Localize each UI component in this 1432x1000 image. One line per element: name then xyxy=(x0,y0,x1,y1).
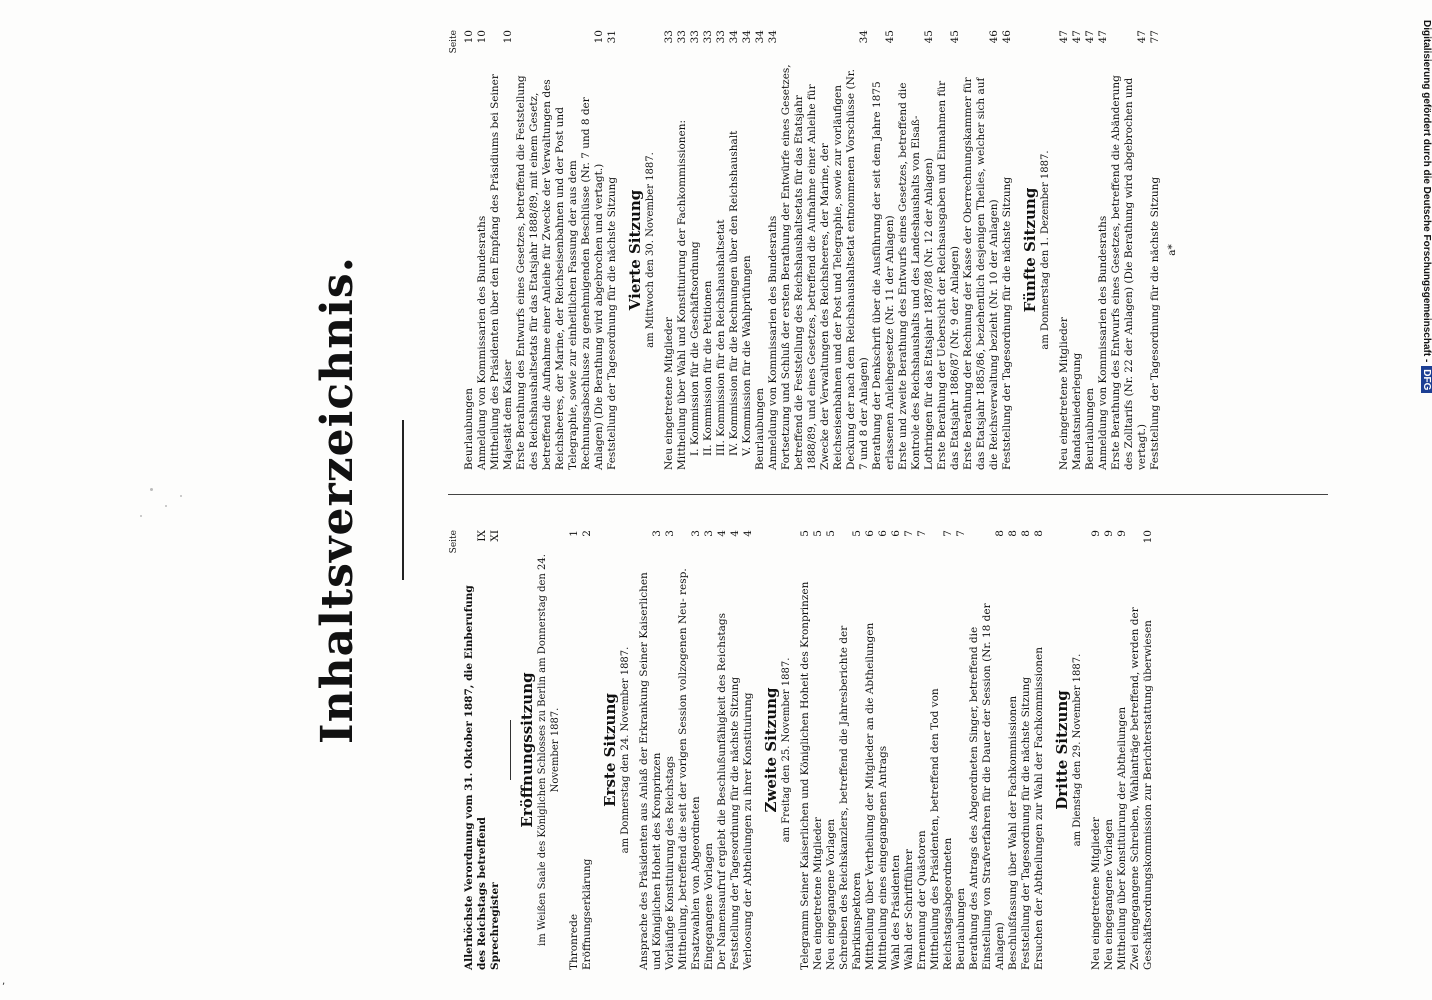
scan-speck xyxy=(180,495,182,497)
toc-entry-text: IV. Kommission für die Rechnungen über den Reichshaushalt xyxy=(728,130,740,456)
toc-entry-page: 7 xyxy=(903,530,915,537)
toc-entry-page: 33 xyxy=(676,30,688,44)
toc-entry-text: Ersuchen der Abtheilungen zur Wahl der Fachkommissionen xyxy=(1033,646,1045,970)
toc-entry xyxy=(606,30,619,470)
seite-label: Seite xyxy=(449,30,459,54)
toc-entry-page: 10 xyxy=(463,30,475,44)
toc-entry-page: 4 xyxy=(729,530,741,537)
toc-entry-text: Allerhöchste Verordnung vom 31. Oktober 1887, die Einberufung des Reichstags betreffend xyxy=(463,585,488,970)
toc-entry-text: Mittheilung über Vertheilung der Mitglieder an die Abtheilungen xyxy=(864,622,876,970)
toc-entry xyxy=(568,530,581,970)
toc-entry-text: Ansprache des Präsidenten aus Anlaß der Erkrankung Seiner Kaiserlichen und Königlichen Hoheit des Kronprinzen xyxy=(638,572,663,970)
toc-entry xyxy=(903,530,916,970)
toc-entry-page: 5 xyxy=(825,530,837,537)
toc-entry-text: Eröffnungserklärung xyxy=(581,858,593,970)
toc-entry-text: Neu eingetretene Mitglieder xyxy=(1058,317,1070,470)
toc-entry-page: 2 xyxy=(581,530,593,537)
toc-entry-text: Verloosung der Abtheilungen zu ihrer Konstituirung xyxy=(742,692,754,970)
toc-entry-page: 77 xyxy=(1149,30,1161,44)
toc-entry xyxy=(741,30,754,470)
toc-entry-page: 46 xyxy=(1001,30,1013,44)
section-title: Erste Sitzung xyxy=(601,693,619,807)
toc-entry xyxy=(715,30,728,470)
toc-left-column xyxy=(448,530,1155,970)
toc-entry-page: 47 xyxy=(1097,30,1109,44)
toc-entry-page: 8 xyxy=(1007,530,1019,537)
toc-entry-text: Sprechregister xyxy=(489,882,501,970)
toc-entry-text: Vorläufige Konstituirung des Reichstags xyxy=(664,756,676,970)
toc-entry xyxy=(825,530,838,970)
toc-entry xyxy=(799,530,812,970)
toc-entry-page: 33 xyxy=(663,30,675,44)
section-title: Vierte Sitzung xyxy=(626,189,644,311)
toc-entry xyxy=(677,530,703,970)
toc-entry-page: 3 xyxy=(690,530,702,537)
toc-entry-page: 6 xyxy=(877,530,889,537)
toc-entry xyxy=(838,530,864,970)
toc-entry xyxy=(476,30,489,470)
toc-entry xyxy=(702,30,715,470)
toc-entry xyxy=(689,30,702,470)
toc-entry-page: 5 xyxy=(851,530,863,537)
toc-entry-text: Feststellung der Tagesordnung für die nächste Sitzung xyxy=(606,176,618,470)
toc-entry-text: Thronrede xyxy=(568,913,580,970)
toc-entry-page: 47 xyxy=(1136,30,1148,44)
toc-entry xyxy=(703,530,716,970)
toc-entry-page: 9 xyxy=(1116,530,1128,537)
toc-entry-page: 7 xyxy=(916,530,928,537)
toc-entry xyxy=(729,530,742,970)
section-divider xyxy=(510,720,511,780)
toc-entry xyxy=(1103,530,1116,970)
toc-entry xyxy=(754,30,767,470)
toc-entry-page: 33 xyxy=(702,30,714,44)
toc-entry-page: 10 xyxy=(1142,530,1154,544)
toc-entry xyxy=(936,30,962,470)
toc-entry-text: Mittheilung eines eingegangenen Antrags xyxy=(877,745,889,970)
toc-entry xyxy=(897,30,936,470)
toc-entry xyxy=(489,30,515,470)
toc-entry-page: 45 xyxy=(923,30,935,44)
section-title: Fünfte Sitzung xyxy=(1021,187,1039,313)
toc-entry-page: 10 xyxy=(476,30,488,44)
toc-entry-text: Anmeldung von Kommissarien des Bundesraths xyxy=(1097,215,1109,470)
toc-entry-text: Erste Berathung des Entwurfs eines Gesetzes, betreffend die Abänderung des Zolltarifs (Nr. 22 der Anlagen) (Die Berathung wird abgebrochen und vertagt.) xyxy=(1110,75,1148,470)
toc-entry-text: Anmeldung von Kommissarien des Bundesraths xyxy=(476,215,488,470)
toc-entry-text: III. Kommission für den Reichshaushaltsetat xyxy=(715,219,727,456)
dfg-logo: DFG xyxy=(1421,366,1432,393)
toc-entry-text: Neu eingetretene Mitglieder xyxy=(663,317,675,470)
toc-entry-page: 3 xyxy=(651,530,663,537)
toc-entry-text: Beurlaubungen xyxy=(463,387,475,470)
toc-entry-page: 10 xyxy=(593,30,605,44)
signature-mark: a* xyxy=(1166,244,1178,256)
toc-entry xyxy=(812,530,825,970)
toc-entry-page: 34 xyxy=(728,30,740,44)
toc-entry-page: IX xyxy=(476,530,488,542)
seite-label: Seite xyxy=(449,530,459,554)
toc-entry-text: Mittheilung über Wahl und Konstituirung der Fachkommissionen: xyxy=(676,119,688,470)
toc-entry-text: Beschlußfassung über Wahl der Fachkommissionen xyxy=(1007,695,1019,970)
toc-entry xyxy=(463,530,489,970)
toc-entry-text: Beurlaubungen xyxy=(1084,387,1096,470)
toc-entry xyxy=(962,30,1001,470)
toc-entry-text: Mittheilung des Präsidenten, betreffend den Tod von Reichstagsabgeordneten xyxy=(929,688,954,970)
toc-entry-text: V. Kommission für die Wahlprüfungen xyxy=(741,255,753,456)
toc-entry-text: Ernennung der Quästoren xyxy=(916,830,928,970)
toc-entry-text: Wahl des Präsidenten xyxy=(890,854,902,970)
toc-entry xyxy=(1071,30,1084,470)
toc-entry-page: 10 xyxy=(502,30,514,44)
toc-entry-page: 3 xyxy=(703,530,715,537)
toc-entry-text: Neu eingegangene Vorlagen xyxy=(825,818,837,970)
toc-entry xyxy=(581,530,594,970)
toc-entry-text: Feststellung der Tagesordnung für die nächste Sitzung xyxy=(729,676,741,970)
toc-entry-page: 1 xyxy=(568,530,580,537)
toc-entry xyxy=(864,530,877,970)
column-divider xyxy=(448,494,1328,495)
toc-entry-text: Erste Berathung des Entwurfs eines Gesetzes, betreffend die Feststellung des Reichshaushaltsetats für das Etatsjahr 1888/89, mit einem Gesetz, betreffend die Aufnahme einer Anleihe für Zwecke der Verwaltungen des Reichsheeres, der Marine, der Reichseisenbahnen und der Post und Telegraphie, sowie zur einheitlichen Fassung der aus dem Rechnungsabschlusse zu genehmigenden Beschlüsse (Nr. 7 und 8 der Anlagen) (Die Berathung wird abgebrochen und vertagt.) xyxy=(515,75,605,470)
toc-entry-page: 5 xyxy=(799,530,811,537)
toc-entry xyxy=(929,530,955,970)
toc-entry-text: Berathung des Antrags des Abgeordneten Singer, betreffend die Einstellung von Strafverfahren für die Dauer der Session (Nr. 18 der Anlagen) xyxy=(968,603,1006,970)
toc-entry-page: 34 xyxy=(741,30,753,44)
toc-entry-text: II. Kommission für die Petitionen xyxy=(702,280,714,456)
toc-entry-page: 34 xyxy=(767,30,779,44)
toc-entry xyxy=(877,530,890,970)
toc-entry-page: 4 xyxy=(742,530,754,537)
toc-entry-text: Mandatsniederlegung xyxy=(1071,352,1083,470)
toc-entry-text: Feststellung der Tagesordnung für die nächste Sitzung xyxy=(1149,176,1161,470)
toc-entry xyxy=(1116,530,1129,970)
toc-entry-text: Beurlaubungen xyxy=(754,387,766,470)
toc-entry xyxy=(489,530,502,970)
toc-entry-text: Wahl der Schriftführer xyxy=(903,849,915,970)
toc-entry xyxy=(663,30,676,470)
toc-entry-text: Mittheilung über Konstituirung der Abtheilungen xyxy=(1116,706,1128,970)
toc-entry-text: Mittheilung, betreffend die seit der vorigen Session vollzogenen Neu- resp. Ersatzwahlen von Abgeordneten xyxy=(677,568,702,970)
toc-entry-page: 7 xyxy=(942,530,954,537)
toc-entry xyxy=(871,30,897,470)
toc-entry-text: Feststellung der Tagesordnung für die nächste Sitzung xyxy=(1020,676,1032,970)
section-title: Zweite Sitzung xyxy=(762,687,780,813)
toc-entry-text: Neu eingetretene Mitglieder xyxy=(812,817,824,970)
toc-entry-page: 6 xyxy=(890,530,902,537)
section-subtitle: am Mittwoch den 30. November 1887. xyxy=(645,152,656,348)
toc-entry xyxy=(1097,30,1110,470)
toc-entry-page: 6 xyxy=(864,530,876,537)
toc-entry-page: 33 xyxy=(689,30,701,44)
toc-entry xyxy=(1020,530,1033,970)
right-entries xyxy=(463,30,1162,470)
toc-entry xyxy=(1090,530,1103,970)
section-subtitle: am Freitag den 25. November 1887. xyxy=(781,657,792,843)
title-rule xyxy=(402,420,404,580)
toc-entry xyxy=(742,530,755,970)
toc-entry xyxy=(638,530,664,970)
toc-entry-text: Eingegangene Vorlagen xyxy=(703,843,715,970)
toc-entry-text: Schreiben des Reichskanzlers, betreffend die Jahresberichte der Fabrikinspektoren xyxy=(838,625,863,970)
toc-entry-page: 31 xyxy=(606,30,618,44)
toc-entry xyxy=(916,530,929,970)
toc-entry-page: 33 xyxy=(715,30,727,44)
toc-entry-page: 34 xyxy=(858,30,870,44)
toc-entry-text: Zwei eingegangene Schreiben, Wahlanträge betreffend, werden der Geschäftsordnungskommission zur Berichterstattung überwiesen xyxy=(1129,607,1154,970)
toc-entry xyxy=(1110,30,1149,470)
toc-entry-text: Anmeldung von Kommissarien des Bundesraths xyxy=(767,215,779,470)
toc-entry-text: Berathung der Denkschrift über die Ausführung der seit dem Jahre 1875 erlassenen Anleihegesetze (Nr. 11 der Anlagen) xyxy=(871,81,896,470)
section-title: Dritte Sitzung xyxy=(1053,690,1071,810)
toc-entry xyxy=(767,30,780,470)
toc-entry-page: 47 xyxy=(1084,30,1096,44)
toc-entry xyxy=(728,30,741,470)
toc-entry-text: Feststellung der Tagesordnung für die nächste Sitzung xyxy=(1001,176,1013,470)
toc-entry-text: Erste und zweite Berathung des Entwurfs eines Gesetzes, betreffend die Kontrole des Reichshaushalts und des Landeshaushalts von Elsaß-Lothringen für das Etatsjahr 1887/88 (Nr. 12 der Anlagen) xyxy=(897,82,935,470)
toc-entry-text: I. Kommission für die Geschäftsordnung xyxy=(689,241,701,456)
toc-entry xyxy=(1084,30,1097,470)
toc-entry xyxy=(1058,30,1071,470)
dfg-stamp xyxy=(1418,20,1432,980)
left-entries xyxy=(463,530,1155,970)
toc-entry xyxy=(1007,530,1020,970)
toc-entry xyxy=(780,30,871,470)
toc-entry-page: 34 xyxy=(754,30,766,44)
toc-entry-page: XI xyxy=(489,530,501,542)
toc-entry xyxy=(716,530,729,970)
toc-entry-page: 7 xyxy=(955,530,967,537)
margin-mark: , xyxy=(2,976,6,987)
section-subtitle: am Donnerstag den 1. Dezember 1887. xyxy=(1040,150,1051,350)
toc-entry xyxy=(1001,30,1014,470)
toc-entry-text: Erste Berathung der Rechnung der Kasse der Oberrechnungskammer für das Etatsjahr 1885/86, beziehentlich desjenigen Theiles, welcher sich auf die Reichsverwaltung bezieht (Nr. 10 der Anlagen) xyxy=(962,77,1000,470)
toc-entry-text: Erste Berathung der Uebersicht der Reichsausgaben und Einnahmen für das Etatsjahr 1886/87 (Nr. 9 der Anlagen) xyxy=(936,80,961,470)
toc-entry-page: 5 xyxy=(812,530,824,537)
toc-entry xyxy=(955,530,968,970)
toc-entry xyxy=(463,30,476,470)
section-subtitle: im Weißen Saale des Königlichen Schlosses zu Berlin am Donnerstag den 24. November 1887. xyxy=(537,554,561,946)
section-title: Eröffnungssitzung xyxy=(518,672,536,828)
toc-entry xyxy=(1129,530,1155,970)
toc-entry-page: 8 xyxy=(994,530,1006,537)
toc-entry xyxy=(1033,530,1046,970)
toc-entry xyxy=(1149,30,1162,470)
toc-entry xyxy=(968,530,1007,970)
toc-entry-page: 9 xyxy=(1103,530,1115,537)
toc-entry-page: 4 xyxy=(716,530,728,537)
toc-entry-text: Beurlaubungen xyxy=(955,887,967,970)
toc-entry-page: 9 xyxy=(1090,530,1102,537)
toc-entry xyxy=(890,530,903,970)
toc-entry-text: Fortsetzung und Schluß der ersten Berathung der Entwürfe eines Gesetzes, betreffend die Feststellung des Reichshaushaltsetats für das Etatsjahr 1888/89, und eines Gesetzes, betreffend die Aufnahme einer Anleihe für Zwecke der Verwaltungen des Reichsheeres, der Marine, der Reichseisenbahnen und der Post und Telegraphie, sowie zur vorläufigen Deckung der nach dem Reichshaushaltsetat entnommenen Vorschüsse (Nr. 7 und 8 der Anlagen) xyxy=(780,64,870,470)
toc-entry-text: Neu eingetretene Mitglieder xyxy=(1090,817,1102,970)
toc-entry-page: 8 xyxy=(1033,530,1045,537)
section-subtitle: am Donnerstag den 24. November 1887. xyxy=(620,646,631,854)
toc-entry-text: Telegramm Seiner Kaiserlichen und Königlichen Hoheit des Kronprinzen xyxy=(799,581,811,970)
toc-entry-page: 47 xyxy=(1071,30,1083,44)
toc-entry-page: 3 xyxy=(664,530,676,537)
toc-entry xyxy=(515,30,606,470)
toc-entry xyxy=(676,30,689,470)
section-subtitle: am Dienstag den 29. November 1887. xyxy=(1072,653,1083,847)
toc-entry-text: Der Namensaufruf ergiebt die Beschlußunfähigkeit des Reichstags xyxy=(716,613,728,970)
toc-entry-text: Mittheilung des Präsidenten über den Empfang des Präsidiums bei Seiner Majestät dem Kaiser xyxy=(489,74,514,470)
dfg-stamp-text: Digitalisierung gefördert durch die Deutsche Forschungsgemeinschaft - xyxy=(1421,20,1432,363)
scan-speck xyxy=(165,505,167,507)
scan-speck xyxy=(140,515,142,517)
toc-entry-text: Neu eingegangene Vorlagen xyxy=(1103,818,1115,970)
toc-entry-page: 45 xyxy=(884,30,896,44)
page-title: Inhaltsverzeichnis. xyxy=(312,256,363,744)
toc-entry-page: 45 xyxy=(949,30,961,44)
toc-entry-page: 8 xyxy=(1020,530,1032,537)
scan-speck xyxy=(150,488,153,491)
toc-right-column xyxy=(448,30,1179,470)
toc-entry-page: 46 xyxy=(988,30,1000,44)
toc-entry xyxy=(664,530,677,970)
toc-entry-page: 47 xyxy=(1058,30,1070,44)
